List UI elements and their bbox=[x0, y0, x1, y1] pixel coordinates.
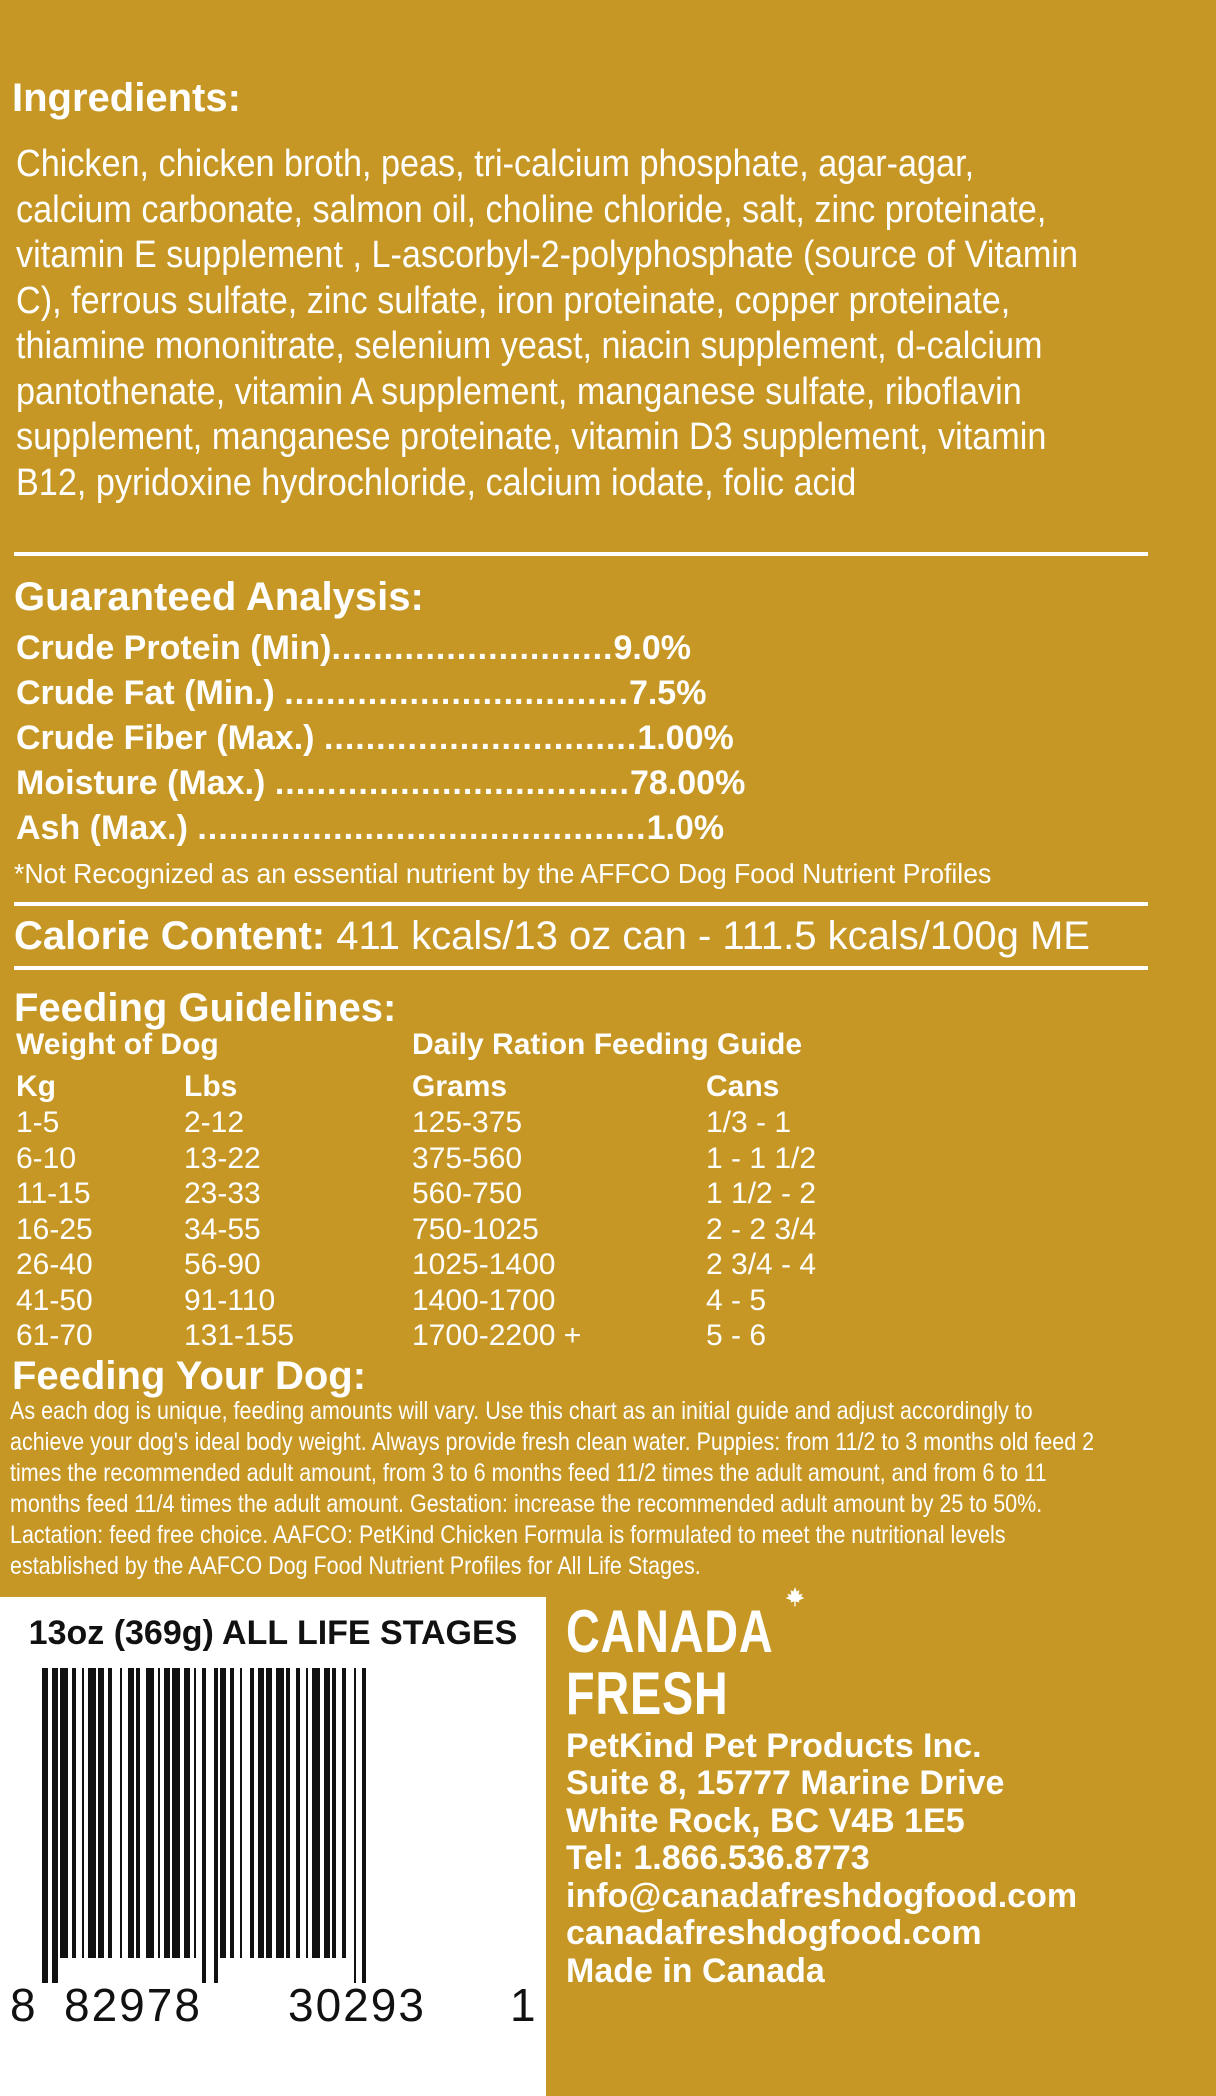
weight-header: Weight of Dog bbox=[16, 1028, 219, 1061]
cell-cans: 1 - 1 1/2 bbox=[706, 1141, 817, 1175]
cell-grams: 750-1025 bbox=[412, 1212, 539, 1246]
analysis-name: Crude Fiber (Max.) bbox=[16, 719, 324, 757]
company-name: PetKind Pet Products Inc. bbox=[566, 1727, 982, 1765]
barcode-bar bbox=[266, 1668, 272, 1958]
barcode-digits-right: 30293 bbox=[288, 1979, 426, 2031]
cell-kg: 6-10 bbox=[16, 1141, 77, 1175]
table-row bbox=[0, 1176, 900, 1212]
barcode-bar bbox=[362, 1668, 366, 1983]
analysis-value: 78.00% bbox=[630, 764, 746, 802]
cell-cans: 2 - 2 3/4 bbox=[706, 1212, 817, 1246]
cell-lbs: 91-110 bbox=[184, 1283, 276, 1317]
feeding-your-dog-heading: Feeding Your Dog: bbox=[12, 1354, 367, 1398]
cell-lbs: 56-90 bbox=[184, 1248, 261, 1281]
analysis-row bbox=[16, 716, 816, 760]
analysis-name: Moisture (Max.) bbox=[16, 764, 275, 802]
feeding-guidelines-heading: Feeding Guidelines: bbox=[14, 986, 397, 1030]
barcode-bar bbox=[194, 1668, 196, 1958]
analysis-value: 1.0% bbox=[646, 809, 725, 847]
cell-grams: 1700-2200 + bbox=[412, 1319, 582, 1352]
analysis-heading: Guaranteed Analysis: bbox=[14, 575, 424, 619]
cell-lbs: 13-22 bbox=[184, 1141, 261, 1175]
maple-leaf-icon bbox=[784, 1586, 806, 1608]
cell-cans: 4 - 5 bbox=[706, 1283, 767, 1317]
cell-cans: 1 1/2 - 2 bbox=[706, 1177, 817, 1210]
divider bbox=[14, 552, 1148, 556]
table-row bbox=[0, 1141, 900, 1177]
cell-grams: 560-750 bbox=[412, 1177, 523, 1210]
barcode-bar bbox=[312, 1668, 320, 1958]
barcode-bar bbox=[82, 1668, 84, 1958]
cell-lbs: 34-55 bbox=[184, 1212, 261, 1246]
calorie-content bbox=[14, 914, 1090, 959]
ingredients-heading: Ingredients: bbox=[12, 76, 241, 120]
cell-kg: 41-50 bbox=[16, 1283, 93, 1317]
cell-cans: 2 3/4 - 4 bbox=[706, 1248, 817, 1281]
cell-grams: 1025-1400 bbox=[412, 1248, 556, 1281]
cell-kg: 61-70 bbox=[16, 1319, 93, 1352]
brand-line-1: CANADA bbox=[566, 1598, 774, 1665]
cell-grams: 375-560 bbox=[412, 1141, 523, 1175]
divider bbox=[14, 902, 1148, 906]
barcode-bar bbox=[164, 1668, 170, 1958]
barcode-bar bbox=[128, 1668, 134, 1958]
feeding-your-dog-text: As each dog is unique, feeding amounts will vary. Use this chart as an initial guide and adjust accordingly to achieve your dog's ideal body weight. Always provide fresh clean water. Puppies: from 11/2 to 3 months old feed 2 times the recommended adult amount, from 3 to 6 months feed 11/2 times the adult amount, and from 6 to 11 months feed 11/4 times the adult amount. Gestation: increase the recommended adult amount by 25 to 50%. Lactation: feed free choice. AAFCO: PetKind Chicken Formula is formulated to meet the nutritional levels established by the AAFCO Dog Food Nutrient Profiles for All Life Stages. bbox=[10, 1397, 1095, 1580]
column-header-grams: Grams bbox=[412, 1070, 508, 1103]
barcode-bar bbox=[230, 1668, 234, 1958]
barcode-bar bbox=[332, 1668, 336, 1958]
cell-grams: 1400-1700 bbox=[412, 1283, 556, 1317]
cell-lbs: 131-155 bbox=[184, 1319, 295, 1352]
ingredients-text: Chicken, chicken broth, peas, tri-calcium phosphate, agar-agar, calcium carbonate, salmon oil, choline chloride, salt, zinc proteinate, vitamin E supplement , L-ascorbyl-2-polyphosphate (source of Vitamin C), ferrous sulfate, zinc sulfate, iron proteinate, copper proteinate, thiamine mononitrate, selenium yeast, niacin supplement, d-calcium pantothenate, vitamin A supplement, manganese sulfate, riboflavin supplement, manganese proteinate, vitamin D3 supplement, vitamin B12, pyridoxine hydrochloride, calcium iodate, folic acid bbox=[16, 143, 1078, 504]
barcode-bar bbox=[220, 1668, 226, 1958]
feeding-table bbox=[0, 1105, 900, 1354]
table-row bbox=[0, 1105, 900, 1141]
analysis-name: Crude Protein (Min) bbox=[16, 629, 332, 667]
table-row bbox=[0, 1283, 900, 1319]
barcode-bar bbox=[250, 1668, 254, 1958]
barcode-bar bbox=[258, 1668, 264, 1958]
analysis-row bbox=[16, 626, 816, 670]
calorie-value: 411 kcals/13 oz can - 111.5 kcals/100g ME bbox=[325, 914, 1090, 958]
barcode-bar bbox=[342, 1668, 346, 1958]
table-row bbox=[0, 1318, 900, 1354]
company-email: info@canadafreshdogfood.com bbox=[566, 1877, 1078, 1915]
column-header-lbs: Lbs bbox=[184, 1070, 238, 1103]
barcode-bar bbox=[354, 1668, 356, 1983]
analysis-row bbox=[16, 806, 816, 850]
barcode-bar bbox=[296, 1668, 300, 1958]
cell-lbs: 2-12 bbox=[184, 1106, 245, 1139]
barcode-bar bbox=[108, 1668, 112, 1958]
barcode-bar bbox=[324, 1668, 330, 1958]
analysis-dots: ........................... bbox=[331, 629, 614, 667]
cell-kg: 11-15 bbox=[16, 1177, 91, 1210]
barcode-digits-left: 82978 bbox=[64, 1979, 202, 2031]
barcode-bar bbox=[172, 1668, 180, 1958]
barcode-bar bbox=[306, 1668, 308, 1958]
analysis-dots: ................................. bbox=[284, 674, 629, 712]
cell-grams: 125-375 bbox=[412, 1106, 523, 1139]
barcode-bar bbox=[146, 1668, 154, 1958]
company-street: Suite 8, 15777 Marine Drive bbox=[566, 1764, 1005, 1802]
analysis-dots: ........................................... bbox=[197, 809, 647, 847]
cell-cans: 5 - 6 bbox=[706, 1319, 767, 1352]
barcode-bar bbox=[276, 1668, 284, 1958]
analysis-footnote: *Not Recognized as an essential nutrient by the AFFCO Dog Food Nutrient Profiles bbox=[14, 858, 992, 889]
barcode-bar bbox=[286, 1668, 290, 1958]
barcode-bar bbox=[88, 1668, 96, 1958]
analysis-value: 1.00% bbox=[637, 719, 734, 757]
analysis-dots: .............................. bbox=[323, 719, 638, 757]
barcode-bar bbox=[120, 1668, 122, 1958]
barcode-digit-system: 8 bbox=[10, 1979, 36, 2031]
company-website: canadafreshdogfood.com bbox=[566, 1914, 982, 1952]
column-header-kg: Kg bbox=[16, 1070, 56, 1103]
cell-lbs: 23-33 bbox=[184, 1177, 261, 1210]
barcode bbox=[42, 1668, 508, 1983]
cell-cans: 1/3 - 1 bbox=[706, 1106, 792, 1139]
barcode-bar bbox=[136, 1668, 140, 1958]
analysis-value: 9.0% bbox=[613, 629, 691, 667]
company-phone: Tel: 1.866.536.8773 bbox=[566, 1839, 870, 1877]
ration-header: Daily Ration Feeding Guide bbox=[412, 1028, 803, 1061]
barcode-bar bbox=[184, 1668, 190, 1958]
company-city: White Rock, BC V4B 1E5 bbox=[566, 1802, 965, 1840]
divider bbox=[14, 966, 1148, 970]
barcode-bar bbox=[98, 1668, 104, 1958]
barcode-bar bbox=[240, 1668, 242, 1958]
barcode-bar bbox=[158, 1668, 160, 1958]
barcode-bar bbox=[42, 1668, 48, 1983]
cell-kg: 1-5 bbox=[16, 1106, 60, 1139]
cell-kg: 26-40 bbox=[16, 1248, 93, 1281]
analysis-name: Ash (Max.) bbox=[16, 809, 198, 847]
barcode-bar bbox=[72, 1668, 76, 1958]
company-origin: Made in Canada bbox=[566, 1952, 825, 1990]
analysis-value: 7.5% bbox=[628, 674, 707, 712]
barcode-bar bbox=[60, 1668, 68, 1958]
package-size-label: 13oz (369g) ALL LIFE STAGES bbox=[28, 1614, 518, 1652]
table-row bbox=[0, 1212, 900, 1248]
analysis-name: Crude Fat (Min.) bbox=[16, 674, 285, 712]
column-header-cans: Cans bbox=[706, 1070, 780, 1103]
barcode-bar bbox=[202, 1668, 206, 1983]
table-row bbox=[0, 1247, 900, 1283]
barcode-bar bbox=[214, 1668, 218, 1983]
analysis-row bbox=[16, 761, 816, 805]
analysis-dots: .................................. bbox=[274, 764, 630, 802]
analysis-row bbox=[16, 671, 816, 715]
brand-line-2: FRESH bbox=[566, 1660, 729, 1727]
calorie-label: Calorie Content: bbox=[14, 914, 326, 958]
cell-kg: 16-25 bbox=[16, 1212, 93, 1246]
barcode-digit-check: 1 bbox=[510, 1979, 536, 2031]
barcode-bar bbox=[52, 1668, 58, 1983]
